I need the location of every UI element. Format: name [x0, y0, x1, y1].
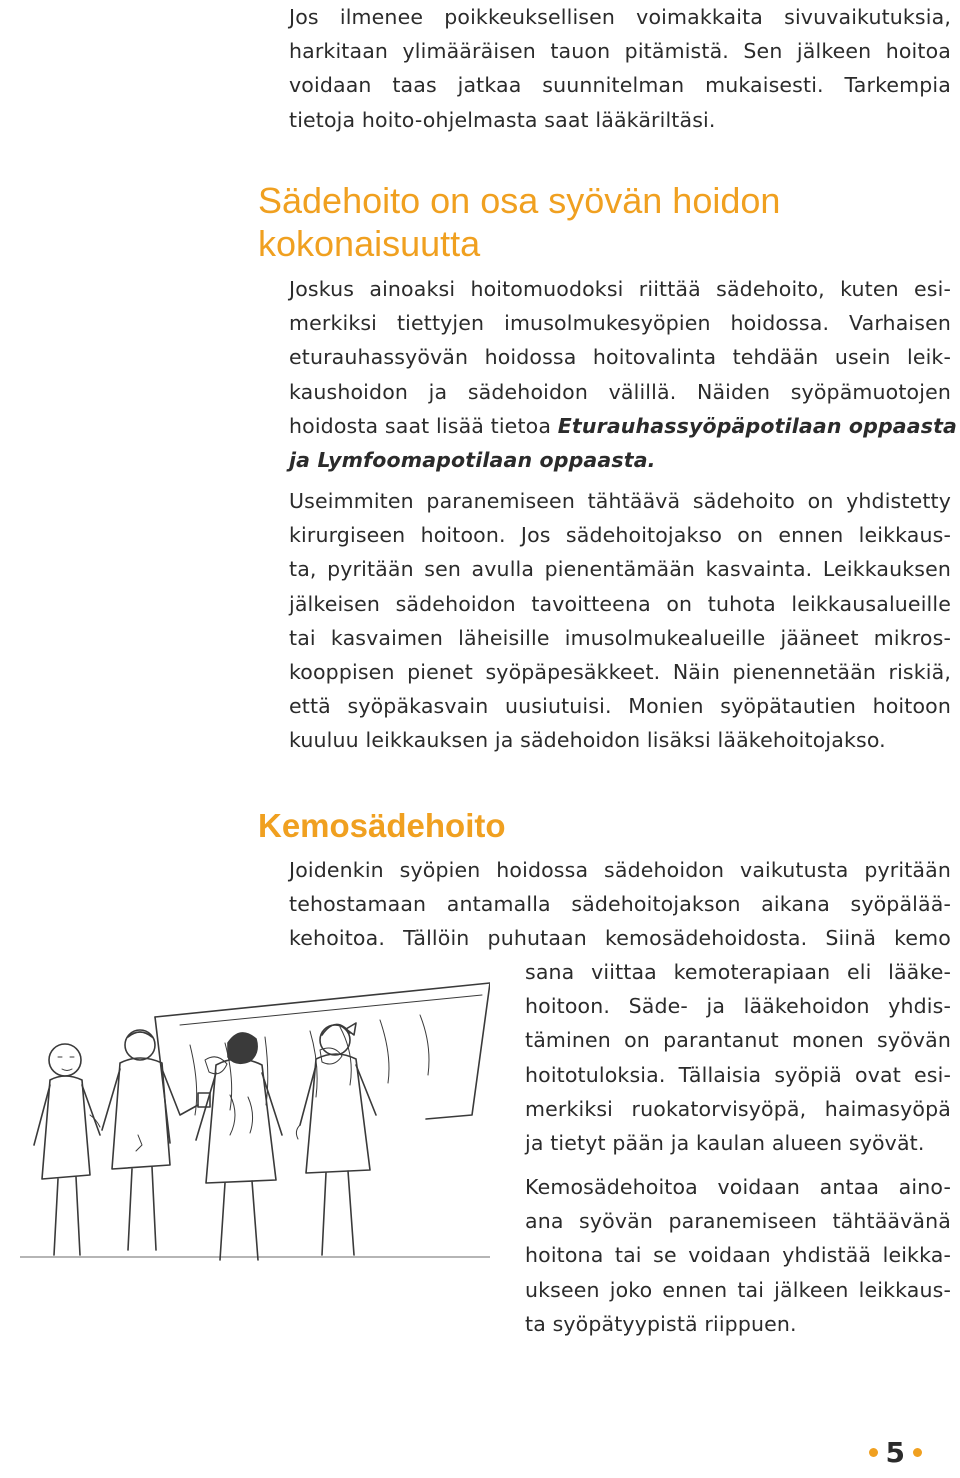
text-line: ana syövän paranemiseen tähtäävänä	[525, 1209, 951, 1234]
text-line: voidaan taas jatkaa suunnitelman mukaisesti. Tarkempia	[289, 73, 951, 98]
bullet-dot-icon	[869, 1448, 878, 1457]
text-line: jälkeisen sädehoidon tavoitteena on tuhota leikkausalueille	[289, 591, 951, 616]
section1-paragraph-2	[289, 484, 951, 758]
sketch-illustration	[20, 965, 490, 1265]
text-line: sana viittaa kemoterapiaan eli lääke-	[525, 960, 951, 984]
text-line: tietoja hoito-ohjelmasta saat lääkäriltäsi.	[289, 107, 716, 132]
text-line: harkitaan ylimääräisen tauon pitämistä. Sen jälkeen hoitoa	[289, 39, 951, 64]
text-fragment: hoidosta saat lisää tietoa	[289, 413, 558, 438]
bullet-dot-icon	[913, 1448, 922, 1457]
text-line: Joidenkin syöpien hoidossa sädehoidon vaikutusta pyritään	[289, 858, 951, 882]
text-line: ukseen joko ennen tai jälkeen leikkaus-	[525, 1277, 951, 1302]
section-heading-sadehoito	[258, 179, 780, 265]
text-line: Kemosädehoitoa voidaan antaa aino-	[525, 1175, 951, 1199]
text-line: kirurgiseen hoitoon. Jos sädehoitojakso on ennen leikkaus-	[289, 523, 951, 548]
section2-paragraph-1-continued	[525, 955, 951, 1160]
text-line: hoitona tai se voidaan yhdistää leikka-	[525, 1243, 951, 1268]
section1-paragraph-1	[289, 272, 958, 477]
text-line: merkiksi ruokatorvisyöpä, haimasyöpä	[525, 1096, 951, 1121]
section-heading-kemosadehoito: Kemosädehoito	[258, 807, 506, 844]
text-line: ta syöpätyypistä riippuen.	[525, 1311, 797, 1336]
text-line: merkiksi tiettyjen imusolmukesyöpien hoidossa. Varhaisen	[289, 311, 951, 336]
text-line: Useimmiten paranemiseen tähtäävä sädehoito on yhdistetty	[289, 489, 951, 513]
heading-line: Sädehoito on osa syövän hoidon	[258, 180, 781, 221]
text-line: kuuluu leikkauksen ja sädehoidon lisäksi lääkehoitojakso.	[289, 728, 886, 753]
text-line: että syöpäkasvain uusiutuisi. Monien syöpätautien hoitoon	[289, 694, 951, 719]
text-line: kehoitoa. Tällöin puhutaan kemosädehoidosta. Siinä kemo	[289, 926, 951, 951]
guide-reference-lymfooma: ja Lymfoomapotilaan oppaasta.	[289, 448, 656, 473]
section2-paragraph-2	[525, 1170, 951, 1341]
text-line: hoitotuloksia. Tällaisia syöpiä ovat esi-	[525, 1062, 951, 1087]
page-footer	[869, 1436, 922, 1469]
text-line: eturauhassyövän hoidossa hoitovalinta tehdään usein leik-	[289, 345, 951, 370]
text-line: ta, pyritään sen avulla pienentämään kasvainta. Leikkauksen	[289, 557, 951, 582]
text-line: tehostamaan antamalla sädehoitojakson aikana syöpälää-	[289, 892, 951, 917]
text-line: hoitoon. Säde- ja lääkehoidon yhdis-	[525, 994, 951, 1019]
text-line: ja tietyt pään ja kaulan alueen syövät.	[525, 1131, 925, 1156]
text-line: Joskus ainoaksi hoitomuodoksi riittää sädehoito, kuten esi-	[289, 277, 951, 301]
page-number: 5	[885, 1436, 905, 1469]
text-line: Jos ilmenee poikkeuksellisen voimakkaita sivuvaikutuksia,	[289, 5, 951, 29]
text-line	[289, 409, 958, 443]
guide-reference-eturauhas: Eturauhassyöpäpotilaan oppaasta	[557, 413, 958, 438]
text-line: kooppisen pienet syöpäpesäkkeet. Näin pienennetään riskiä,	[289, 660, 951, 685]
text-line: tai kasvaimen läheisille imusolmukealueille jääneet mikros-	[289, 625, 951, 650]
text-line: kaushoidon ja sädehoidon välillä. Näiden syöpämuotojen	[289, 379, 951, 404]
intro-paragraph	[289, 0, 951, 137]
section2-paragraph-1	[289, 853, 951, 956]
heading-line: kokonaisuutta	[258, 223, 481, 264]
text-line: täminen on parantanut monen syövän	[525, 1028, 951, 1053]
